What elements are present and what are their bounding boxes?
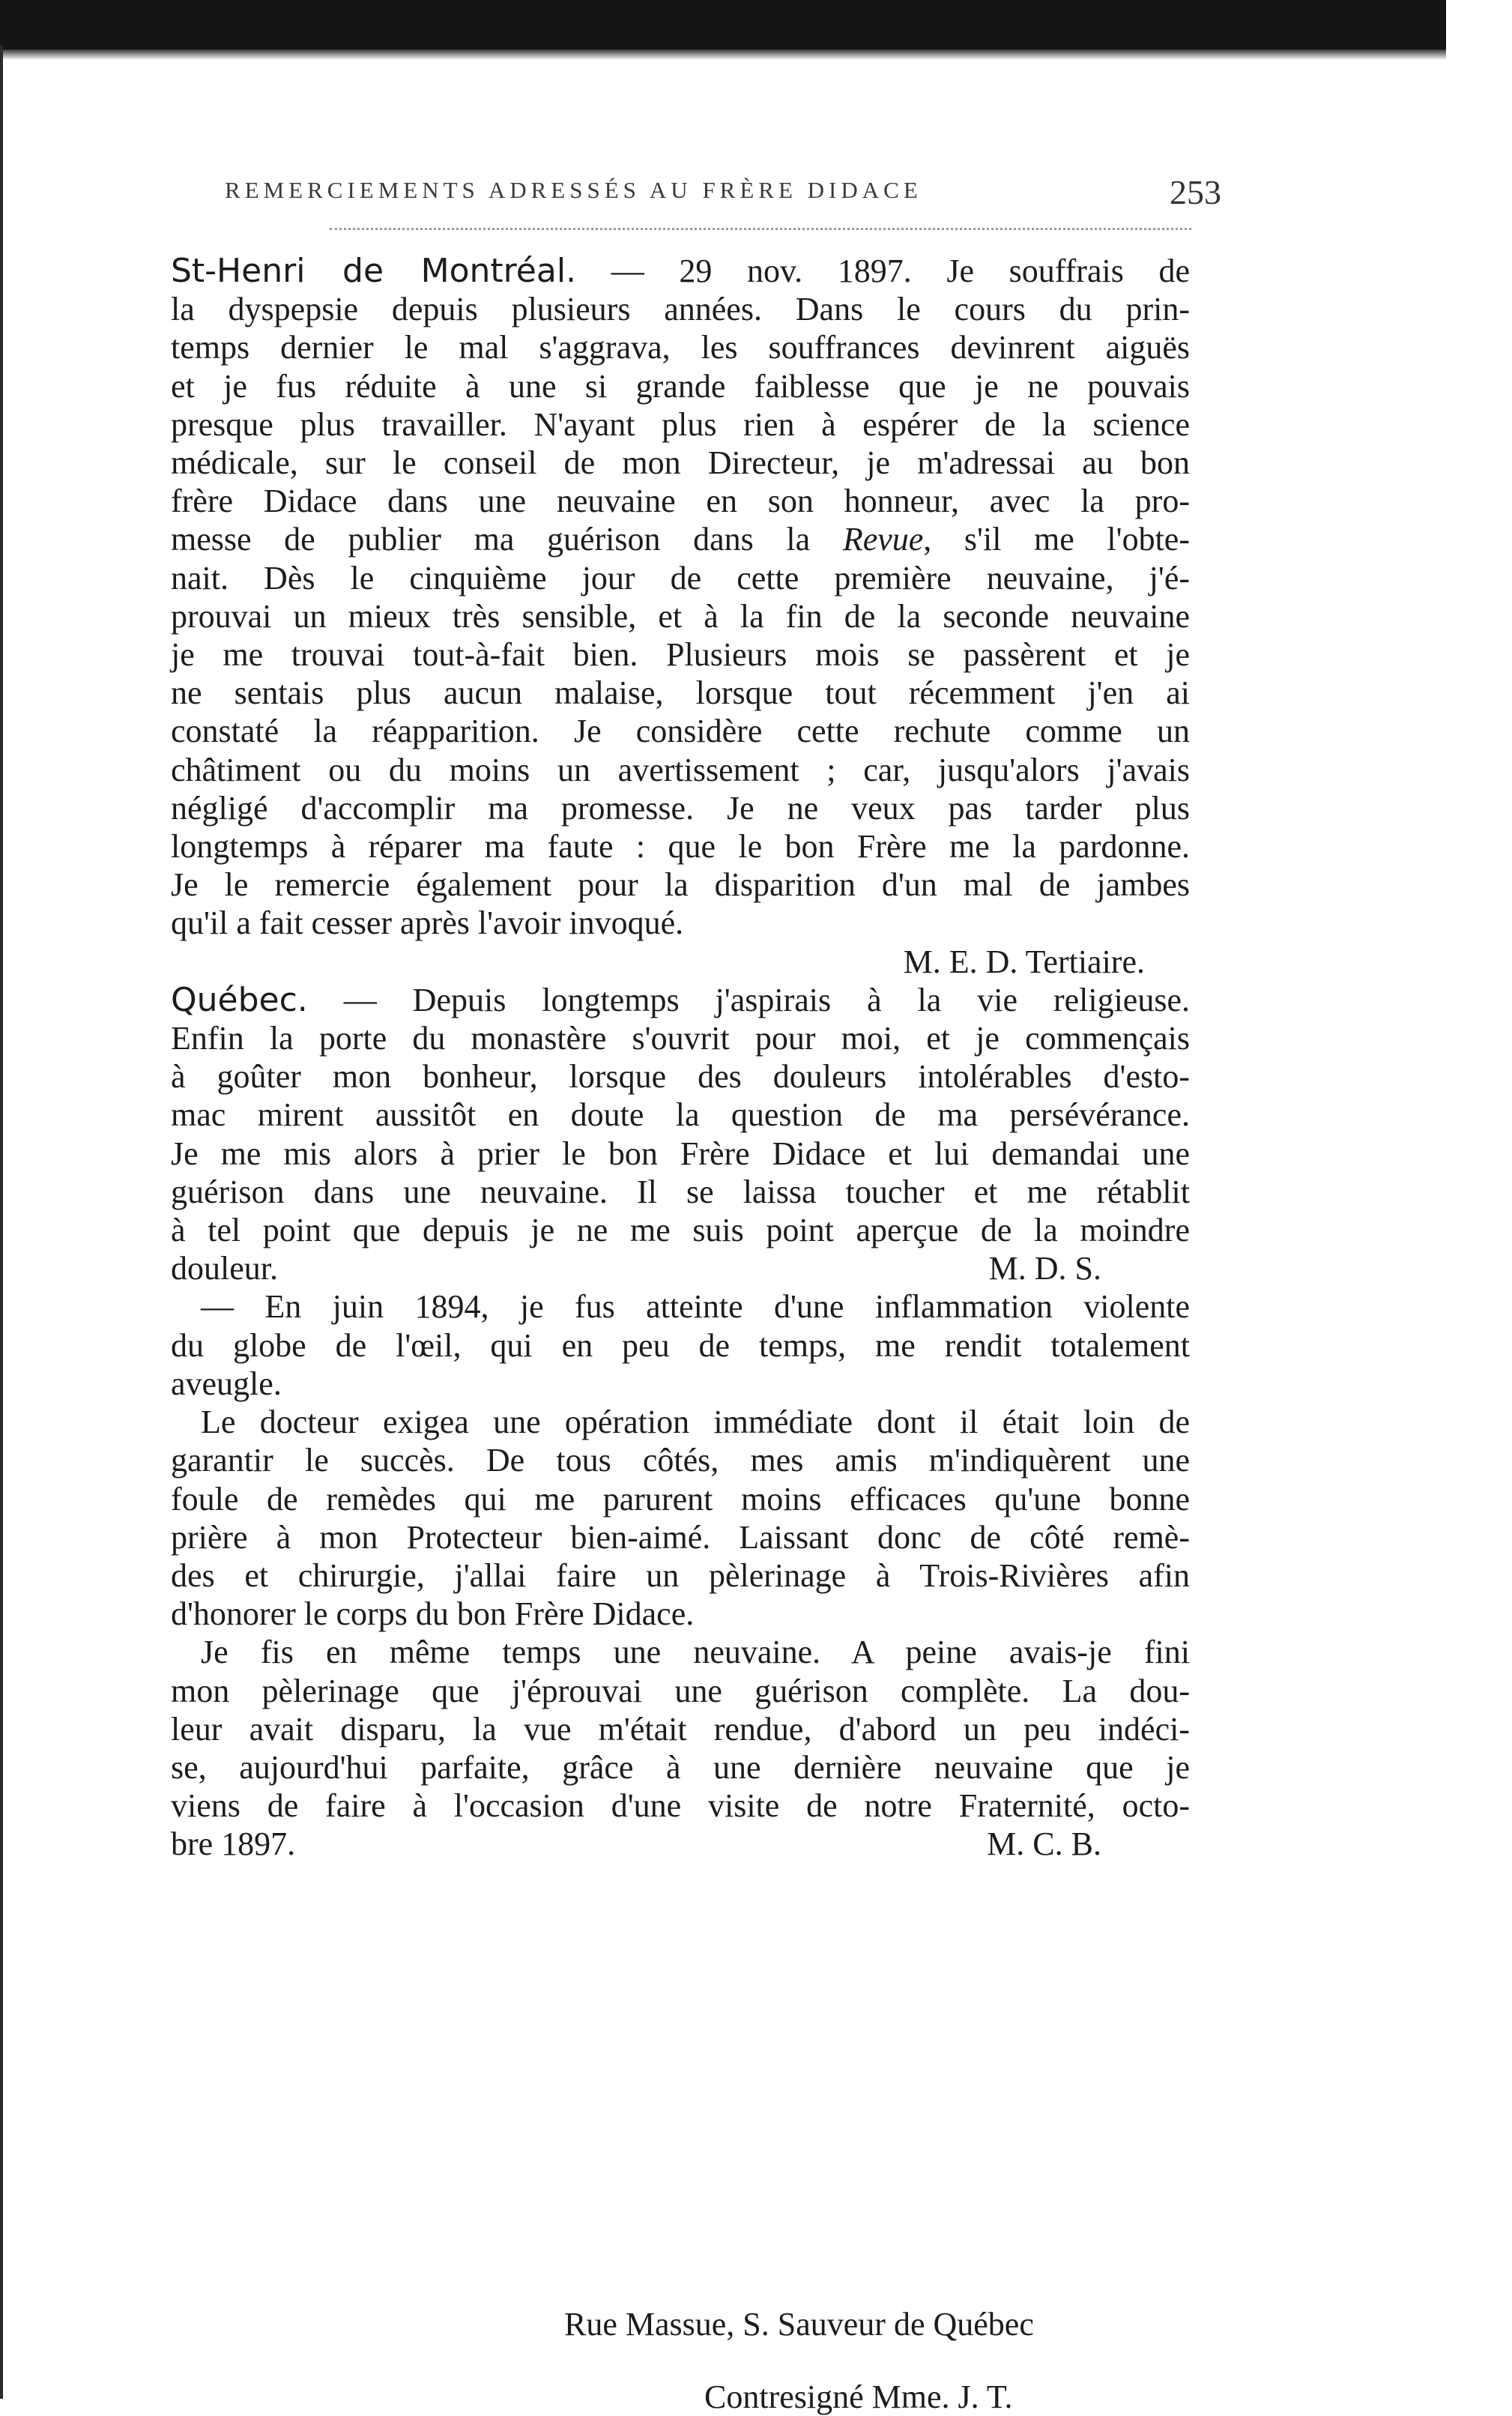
text-line: châtiment ou du moins un avertissement ; car, jusqu'alors j'avais xyxy=(171,751,1190,788)
revue-title: Revue xyxy=(842,521,924,558)
header-rule xyxy=(330,228,1191,230)
text-line: la dyspepsie depuis plusieurs années. Dans le cours du prin- xyxy=(171,291,1190,328)
text-line: médicale, sur le conseil de mon Directeur, je m'adressai au bon xyxy=(171,444,1190,482)
place-heading: St-Henri de Montréal. xyxy=(171,252,577,290)
text-line: temps dernier le mal s'aggrava, les souffrances devinrent aiguës xyxy=(171,329,1190,366)
text-line: à tel point que depuis je ne me suis point aperçue de la moindre xyxy=(171,1212,1190,1249)
text-line: foule de remèdes qui me parurent moins efficaces qu'une bonne xyxy=(171,1480,1190,1517)
scan-border-shadow xyxy=(0,49,1446,60)
text-line: — En juin 1894, je fus atteinte d'une inflammation violente xyxy=(201,1288,1190,1326)
text-line: constaté la réapparition. Je considère cette rechute comme un xyxy=(171,713,1190,750)
testimony-quebec xyxy=(171,981,1190,1288)
text-line: mon pèlerinage que j'éprouvai une guérison complète. La dou- xyxy=(171,1672,1190,1709)
text-line: d'honorer le corps du bon Frère Didace. xyxy=(171,1595,695,1633)
text-line: viens de faire à l'occasion d'une visite de notre Fraternité, octo- xyxy=(171,1787,1190,1825)
text-line: je me trouvai tout-à-fait bien. Plusieurs mois se passèrent et je xyxy=(171,636,1190,674)
text-line: ne sentais plus aucun malaise, lorsque tout récemment j'en ai xyxy=(171,674,1190,712)
testimony-aveugle-cont xyxy=(171,1403,1190,1633)
running-head-title: REMERCIEMENTS ADRESSÉS AU FRÈRE DIDACE xyxy=(225,177,922,203)
text-line: leur avait disparu, la vue m'était rendue, d'abord un peu indéci- xyxy=(171,1710,1190,1748)
text-line: se, aujourd'hui parfaite, grâce à une dernière neuvaine que je xyxy=(171,1748,1190,1786)
text-line: négligé d'accomplir ma promesse. Je ne veux pas tarder plus xyxy=(171,789,1190,827)
text-line: Je fis en même temps une neuvaine. A peine avais-je fini xyxy=(201,1634,1190,1671)
text-line: mac mirent aussitôt en doute la question de ma persévérance. xyxy=(171,1096,1190,1134)
text-line: qu'il a fait cesser après l'avoir invoqué. xyxy=(171,905,684,942)
text-line: Le docteur exigea une opération immédiate dont il était loin de xyxy=(201,1404,1190,1441)
text-line: prière à mon Protecteur bien-aimé. Laissant donc de côté remè- xyxy=(171,1518,1190,1556)
text-line: Québec. — Depuis longtemps j'aspirais à la vie religieuse. xyxy=(171,980,1190,1019)
text-line: aveugle. xyxy=(171,1365,282,1402)
text-line: à goûter mon bonheur, lorsque des douleurs intolérables d'esto- xyxy=(171,1058,1190,1096)
text-line: Je me mis alors à prier le bon Frère Didace et lui demandai une xyxy=(171,1135,1190,1172)
text-line: guérison dans une neuvaine. Il se laissa toucher et me rétablit xyxy=(171,1173,1190,1210)
text-line: des et chirurgie, j'allai faire un pèlerinage à Trois-Rivières afin xyxy=(171,1556,1190,1594)
text-line: douleur. M. D. S. xyxy=(171,1249,1190,1287)
signature: M. C. B. xyxy=(987,1825,1101,1863)
text-line: nait. Dès le cinquième jour de cette première neuvaine, j'é- xyxy=(171,559,1190,597)
text-line: St-Henri de Montréal. — 29 nov. 1897. Je souffrais de xyxy=(171,252,1190,290)
text-line: prouvai un mieux très sensible, et à la fin de la seconde neuvaine xyxy=(171,597,1190,635)
testimony-aveugle xyxy=(171,1287,1190,1403)
text-line: presque plus travailler. N'ayant plus rien à espérer de la science xyxy=(171,405,1190,443)
scan-border-left xyxy=(0,45,3,2399)
text-line: frère Didace dans une neuvaine en son honneur, avec la pro- xyxy=(171,483,1190,520)
place-heading: Québec. xyxy=(171,980,308,1019)
text-line: Je le remercie également pour la disparition d'un mal de jambes xyxy=(171,866,1190,904)
scan-border-top xyxy=(0,0,1446,49)
text-line: du globe de l'œil, qui en peu de temps, me rendit totalement xyxy=(171,1326,1190,1364)
running-head xyxy=(225,173,1221,222)
text-line: bre 1897. M. C. B. xyxy=(171,1825,1190,1863)
text-line: longtemps à réparer ma faute : que le bon Frère me la pardonne. xyxy=(171,828,1190,866)
text-line: Enfin la porte du monastère s'ouvrit pour moi, et je commençais xyxy=(171,1020,1190,1057)
page-body: St-Henri de Montréal. — 29 nov. 1897. Je souffrais de la dyspepsie depuis plusieurs années. Dans le cours du prin- temps dernier le mal s'aggrava, les souffrances devinrent aiguës et je fus réduite à une si grande faiblesse que je ne pouvais presque plus travailler. N'ayant plus rien à espérer de la science médicale, sur le conseil de mon Directeur, je m'adressai au bon frère Didace dans une neuvaine en son honneur, avec la pro- messe de publier ma guérison dans la Revue, s'il me l'obte- nait. Dès le cinquième jour de cette première neuvaine, j'é- prouvai un mieux très sensible, et à la fin de la seconde neuvaine je me trouvai tout-à-fait bien. Plusieurs mois se passèrent et je ne sentais plus aucun malaise, lorsque tout récemment j'en ai constaté la réapparition. Je considère cette rechute comme un châtiment ou du moins un avertissement ; car, jusqu'alors j'avais négligé d'accomplir ma promesse. Je ne veux pas tarder plus longtemps à réparer ma faute : que le bon Frère me la pardonne. Je le remercie également pour la disparition d'un mal de jambes qu'il a fait cesser après l'avoir invoqué. M. E. D. Tertiaire. Québec. — Depuis longtemps j'aspirais à la vie religieuse. Enfin la porte du monastère s'ouvrit pour moi, et je commençais à goûter mon bonheur, lorsque des douleurs intolérables d'esto- mac mirent aussitôt en doute la question de ma persévérance. Je me mis alors à prier le bon Frère Didace et lui demandai une guérison dans une neuvaine. Il se laissa toucher et me rétablit à tel point que depuis je ne me suis point aperçue de la moindre douleur. M. D. S. — En juin 1894, je fus atteinte d'une inflammation violente du globe de l'œil, qui en peu de temps, me rendit totalement aveugle. Le docteur exigea une opération immédiate dont il était loin de garantir le succès. De tous côtés, mes amis m'indiquèrent une foule de remèdes qui me parurent moins efficaces qu'une bonne prière à mon Protecteur bien-aimé. Laissant donc de côté remè- des et chirurgie, j'allai faire un pèlerinage à Trois-Rivières afin d'honorer le corps du bon Frère Didace. Je fis en même temps une neuvaine. A peine avais-je fini mon pèlerinage que j'éprouvai une guérison complète. La dou- leur avait disparu, la vue m'était rendue, d'abord un peu indéci- se, aujourd'hui parfaite, grâce à une dernière neuvaine que je viens de faire à l'occasion d'une visite de notre Fraternité, octo- bre 1897. M. C. B. Rue Massue, S. Sauveur de Québec Contresigné Mme. J. T. xyxy=(171,252,1190,2415)
signature: M. D. S. xyxy=(988,1250,1101,1287)
text-line: et je fus réduite à une si grande faiblesse que je ne pouvais xyxy=(171,367,1190,405)
text-line: garantir le succès. De tous côtés, mes amis m'indiquèrent une xyxy=(171,1442,1190,1479)
testimony-st-henri xyxy=(171,252,1190,981)
page-number: 253 xyxy=(1170,173,1221,211)
signature: M. E. D. Tertiaire. xyxy=(903,943,1145,980)
testimony-guerison xyxy=(171,1633,1190,1863)
text-line: messe de publier ma guérison dans la Revue, s'il me l'obte- xyxy=(171,521,1190,558)
